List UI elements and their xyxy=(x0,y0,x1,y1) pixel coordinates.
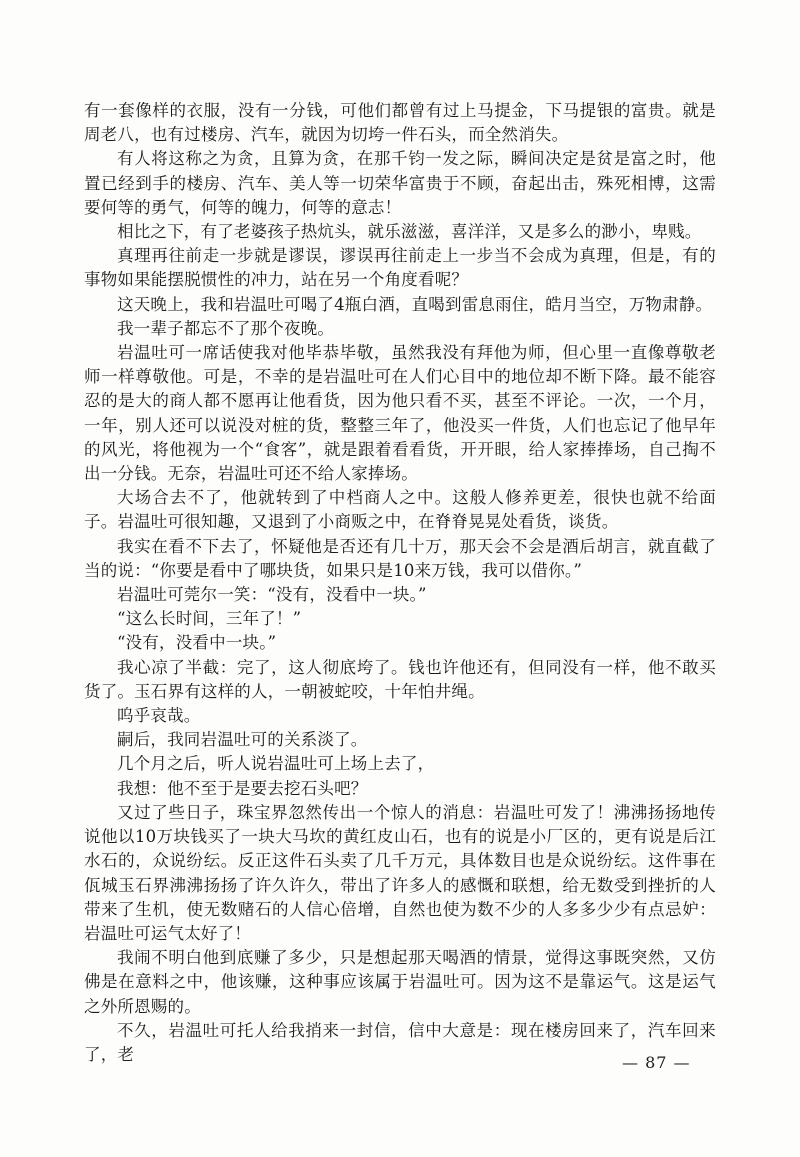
body-text xyxy=(84,99,716,1067)
paragraph: “这么长时间，三年了！” xyxy=(117,609,302,629)
paragraph: 有一套像样的衣服，没有一分钱，可他们都曾有过上马提金，下马提银的富贵。就是周老八，也有过楼房、汽车，就因为切垮一件石头，而全然消失。 xyxy=(84,101,716,145)
paragraph: “没有，没看中一块。” xyxy=(117,633,277,653)
paragraph: 岩温吐可一席话使我对他毕恭毕敬，虽然我没有拜他为师，但心里一直像尊敬老师一样尊敬他。可是，不幸的是岩温吐可在人们心目中的地位却不断下降。最不能容忍的是大的商人都不愿再让他看货，因为他只看不买，甚至不评论。一次，一个月，一年，别人还可以说没对桩的货，整整三年了，他没买一件货，人们也忘记了他早年的风光，将他视为一个“食客”，就是跟着看看货，开开眼，给人家捧捧场，自己掏不出一分钱。无奈，岩温吐可还不给人家捧场。 xyxy=(84,343,716,484)
paragraph: 相比之下，有了老婆孩子热炕头，就乐滋滋，喜洋洋，又是多么的渺小，卑贱。 xyxy=(117,222,702,242)
paragraph: 岩温吐可莞尔一笑：“没有，没看中一块。” xyxy=(117,585,427,605)
paragraph: 呜乎哀哉。 xyxy=(117,706,201,726)
paragraph: 这天晚上，我和岩温吐可喝了4瓶白酒，直喝到雷息雨住，皓月当空，万物肃静。 xyxy=(117,294,713,314)
paragraph: 我心凉了半截：完了，这人彻底垮了。钱也许他还有，但同没有一样，他不敢买货了。玉石界有这样的人，一朝被蛇咬，十年怕井绳。 xyxy=(84,657,716,701)
paragraph: 不久，岩温吐可托人给我捎来一封信，信中大意是：现在楼房回来了，汽车回来了，老 xyxy=(84,1020,716,1064)
paragraph: 大场合去不了，他就转到了中档商人之中。这般人修养更差，很快也就不给面子。岩温吐可很知趣，又退到了小商贩之中，在脊脊晃晃处看货，谈货。 xyxy=(84,488,716,532)
paragraph: 真理再往前走一步就是谬误，谬误再往前走上一步当不会成为真理，但是，有的事物如果能摆脱惯性的冲力，站在另一个角度看呢？ xyxy=(84,246,716,290)
paragraph: 我一辈子都忘不了那个夜晚。 xyxy=(117,318,335,338)
page-number: — 87 — xyxy=(622,1053,691,1072)
paragraph: 有人将这称之为贪，且算为贪，在那千钧一发之际，瞬间决定是贫是富之时，他置已经到手的楼房、汽车、美人等一切荣华富贵于不顾，奋起出击，殊死相博，这需要何等的勇气，何等的魄力，何等的意志！ xyxy=(84,149,716,217)
paragraph: 又过了些日子，珠宝界忽然传出一个惊人的消息：岩温吐可发了！沸沸扬扬地传说他以10万块钱买了一块大马坎的黄红皮山石，也有的说是小厂区的，更有说是后江水石的，众说纷纭。反正这件石头卖了几千万元，具体数目也是众说纷纭。这件事在佤城玉石界沸沸扬扬了许久许久，带出了许多人的感慨和联想，给无数受到挫折的人带来了生机，使无数赌石的人信心倍增，自然也使为数不少的人多多少少有点忌妒：岩温吐可运气太好了！ xyxy=(84,802,716,943)
paragraph: 我想：他不至于是要去挖石头吧？ xyxy=(117,778,368,798)
paragraph: 嗣后，我同岩温吐可的关系淡了。 xyxy=(117,730,368,750)
paragraph: 几个月之后，听人说岩温吐可上场上去了， xyxy=(117,754,435,774)
paragraph: 我实在看不下去了，怀疑他是否还有几十万，那天会不会是酒后胡言，就直截了当的说：“你要是看中了哪块货，如果只是10来万钱，我可以借你。” xyxy=(84,536,716,580)
paragraph: 我闹不明白他到底赚了多少，只是想起那天喝酒的情景，觉得这事既突然，又仿佛是在意料之中，他该赚，这种事应该属于岩温吐可。因为这不是靠运气。这是运气之外所恩赐的。 xyxy=(84,948,716,1016)
